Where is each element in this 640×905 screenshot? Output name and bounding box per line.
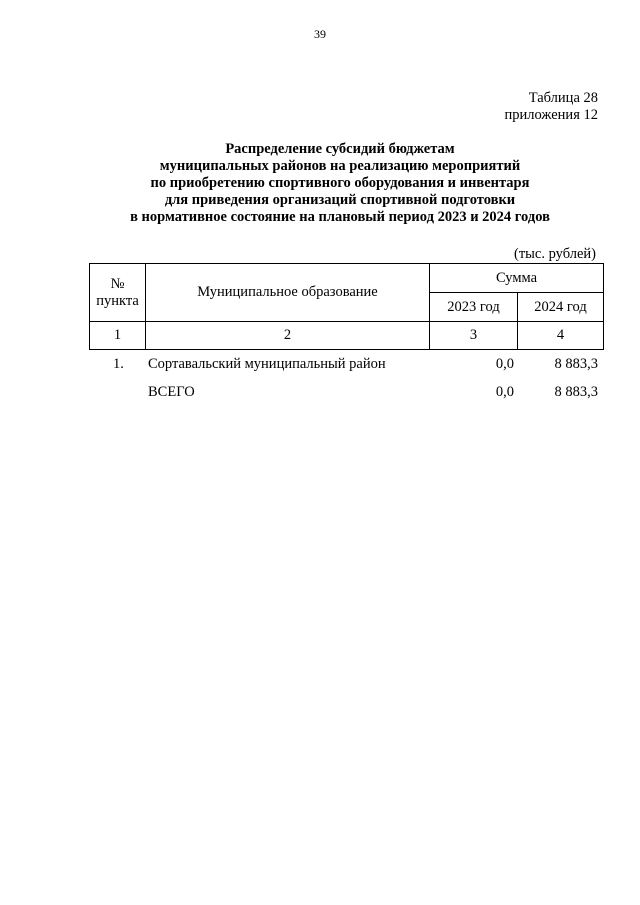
total-value-2023: 0,0 (495, 384, 514, 400)
table-reference (505, 90, 598, 124)
title-line: муниципальных районов на реализацию мероприятий (159, 158, 521, 174)
row-municipality: Сортавальский муниципальный район (148, 356, 386, 372)
header-year-2023: 2023 год (430, 293, 518, 322)
document-title (90, 141, 590, 226)
column-number-row (90, 322, 604, 350)
column-number: 1 (90, 322, 146, 350)
subsidy-table (89, 263, 604, 350)
table-reference-line: Таблица 28 (528, 90, 598, 106)
table-header-row (90, 264, 604, 293)
header-number-sign: № (110, 275, 125, 292)
column-number: 4 (518, 322, 604, 350)
header-sum: Сумма (430, 264, 604, 293)
row-value-2024: 8 883,3 (554, 356, 598, 372)
units-label: (тыс. рублей) (514, 246, 596, 262)
table-row (89, 356, 603, 374)
header-year-2024: 2024 год (518, 293, 604, 322)
column-number: 2 (146, 322, 430, 350)
total-label: ВСЕГО (148, 384, 195, 400)
title-line: по приобретению спортивного оборудования и инвентаря (150, 175, 530, 191)
page-number: 39 (314, 27, 326, 41)
header-municipality: Муниципальное образование (146, 264, 430, 322)
title-line: для приведения организаций спортивной подготовки (164, 192, 516, 208)
column-number: 3 (430, 322, 518, 350)
header-number-label: пункта (96, 292, 139, 309)
row-value-2023: 0,0 (495, 356, 514, 372)
header-item-number (90, 264, 146, 322)
row-number: 1. (113, 356, 124, 372)
title-line: в нормативное состояние на плановый период 2023 и 2024 годов (130, 209, 550, 225)
title-line: Распределение субсидий бюджетам (225, 141, 455, 157)
total-value-2024: 8 883,3 (554, 384, 598, 400)
appendix-reference-line: приложения 12 (504, 107, 598, 123)
total-row (89, 384, 603, 402)
